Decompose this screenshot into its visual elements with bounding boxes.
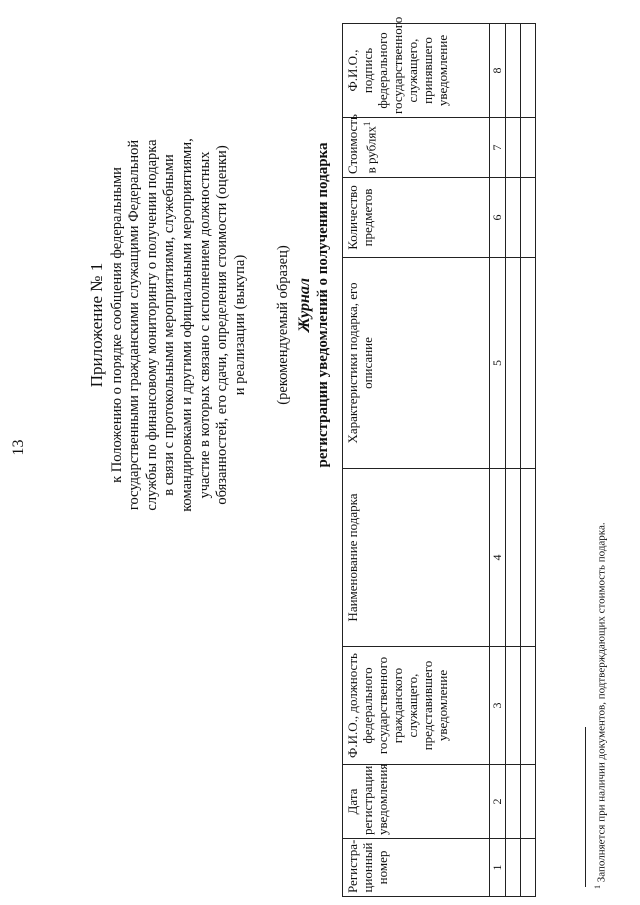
page-number: 13 (10, 439, 27, 456)
appendix-line: службы по финансовому мониторингу о получении подарка (143, 139, 160, 511)
table-cell (506, 178, 521, 258)
column-header: Регистра-ционный номер (343, 839, 490, 897)
column-header: Наименование подарка (343, 469, 490, 647)
table-row (506, 24, 521, 897)
column-header: Ф.И.О., должность федерального государственного гражданского служащего, представившего уведомление (343, 647, 490, 765)
table-cell (506, 118, 521, 178)
appendix-header (88, 45, 293, 605)
column-number: 2 (490, 765, 506, 839)
column-header-text: Стоимость в рублях (345, 114, 379, 174)
appendix-line: в связи с протокольными мероприятиями, служебными (161, 154, 178, 496)
column-header (343, 114, 490, 178)
table-cell (506, 765, 521, 839)
appendix-line: командировками и другими официальными мероприятиями, (178, 138, 195, 512)
table-cell (521, 839, 536, 897)
table-cell (521, 469, 536, 647)
table-header-row (343, 24, 490, 897)
column-number-row (490, 24, 506, 897)
column-number: 7 (490, 118, 506, 178)
footnote-text: Заполняется при наличии документов, подтверждающих стоимость подарка. (595, 522, 608, 883)
appendix-line: и реализации (выкупа) (231, 254, 248, 396)
sample-note: (рекомендуемый образец) (275, 245, 292, 405)
appendix-title: Приложение № 1 (87, 262, 106, 388)
appendix-line: к Положению о порядке сообщения федеральными (108, 167, 125, 483)
table-cell (506, 839, 521, 897)
table-cell (521, 258, 536, 469)
column-header: Дата регистрации уведомления (343, 765, 490, 839)
table-row (521, 24, 536, 897)
column-header: Характеристики подарка, его описание (343, 258, 490, 469)
table-cell (521, 765, 536, 839)
column-number: 4 (490, 469, 506, 647)
journal-heading (295, 0, 333, 655)
footnote-divider (585, 727, 586, 887)
table-cell (521, 178, 536, 258)
appendix-line: участие в которых связано с исполнением должностных (196, 151, 213, 499)
table-cell (521, 24, 536, 118)
journal-title: Журнал (296, 277, 313, 333)
footnote-mark: 1 (593, 885, 602, 889)
column-number: 1 (490, 839, 506, 897)
table-cell (506, 469, 521, 647)
footnote (591, 289, 609, 889)
column-header: Количество предметов (343, 178, 490, 258)
table-cell (521, 647, 536, 765)
appendix-line: государственными гражданскими служащими Федеральной (126, 139, 143, 511)
column-number: 8 (490, 24, 506, 118)
registration-table (342, 16, 536, 897)
table-cell (521, 118, 536, 178)
footnote-reference: 1 (362, 121, 372, 127)
journal-subtitle: регистрации уведомлений о получении подарка (315, 142, 331, 468)
column-header: Ф.И.О., подпись федерального государственного служащего, принявшего уведомление (343, 24, 490, 118)
table-cell (506, 647, 521, 765)
column-number: 3 (490, 647, 506, 765)
column-number: 5 (490, 258, 506, 469)
appendix-line: обязанностей, его сдачи, определения стоимости (оценки) (214, 145, 231, 505)
table-cell (506, 24, 521, 118)
table-cell (506, 258, 521, 469)
column-number: 6 (490, 178, 506, 258)
